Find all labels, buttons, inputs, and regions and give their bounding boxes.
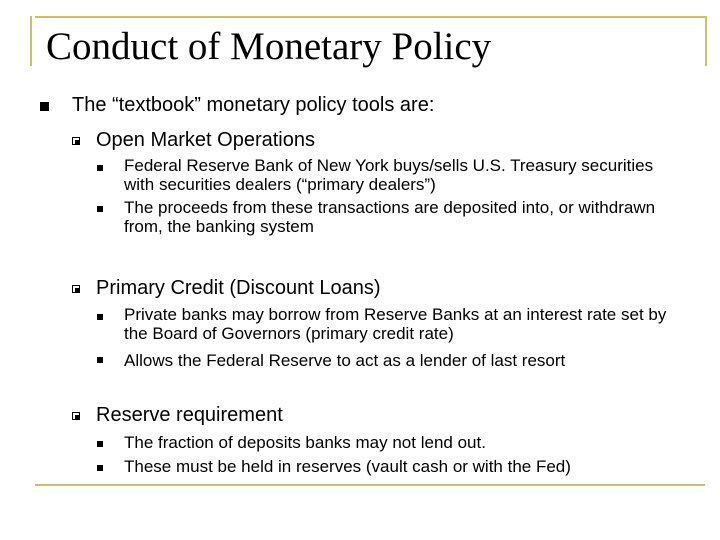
frame-bottom-line (35, 484, 705, 486)
frame-right-line (705, 16, 707, 66)
frame-left-line (30, 16, 32, 66)
tool-name: Primary Credit (Discount Loans) (96, 277, 381, 299)
small-square-bullet-icon (97, 314, 103, 320)
tool-point: Federal Reserve Bank of New York buys/sells U.S. Treasury securities with securities dealers (“primary dealers”) (124, 156, 654, 194)
hollow-square-bullet-icon (72, 412, 80, 420)
tool-point: The proceeds from these transactions are deposited into, or withdrawn from, the banking system (124, 198, 656, 236)
small-square-bullet-icon (97, 441, 103, 447)
tool-name: Reserve requirement (96, 404, 283, 426)
tool-point: The fraction of deposits banks may not lend out. (124, 433, 486, 452)
small-square-bullet-icon (97, 357, 103, 363)
main-point: The “textbook” monetary policy tools are: (72, 94, 435, 116)
small-square-bullet-icon (97, 206, 103, 212)
square-bullet-icon (40, 102, 49, 111)
small-square-bullet-icon (97, 165, 103, 171)
hollow-square-bullet-icon (72, 285, 80, 293)
hollow-square-bullet-icon (72, 137, 80, 145)
small-square-bullet-icon (97, 465, 103, 471)
slide-title: Conduct of Monetary Policy (46, 25, 492, 68)
tool-point: Allows the Federal Reserve to act as a lender of last resort (124, 351, 566, 370)
tool-name: Open Market Operations (96, 129, 315, 151)
tool-point: Private banks may borrow from Reserve Banks at an interest rate set by the Board of Governors (primary credit rate) (124, 305, 667, 343)
frame-top-line (35, 16, 705, 18)
tool-point: These must be held in reserves (vault cash or with the Fed) (124, 457, 571, 476)
